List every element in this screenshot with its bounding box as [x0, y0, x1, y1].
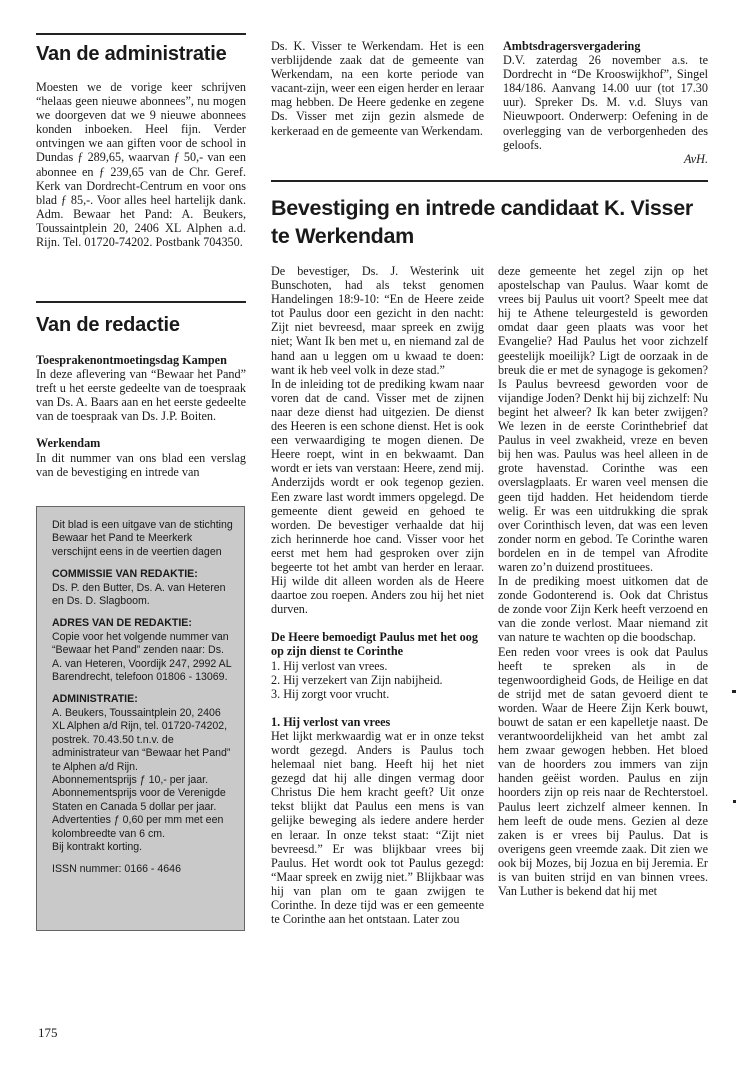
article-paragraph: In de prediking moest uitkomen dat de zonde Godonterend is. Ook dat Christus de zonde voor Zijn Kerk heeft verzoend en van die zonde verlost. Maar niemand zit van nature te wachten op die boodschap.	[498, 574, 708, 645]
article-column-2	[498, 264, 708, 898]
redactie-continuation: Ds. K. Visser te Werkendam. Het is een verblijdende zaak dat de gemeente van Werkendam, na een korte periode van vacant-zijn, weer een eigen herder en leraar mag hebben. De Heere gedenke en zegene Ds. Visser met zijn gezin alsmede de kerkeraad en de gemeente van Werkendam.	[271, 39, 484, 138]
article-subheading: De Heere bemoedigt Paulus met het oog op zijn dienst te Corinthe	[271, 630, 478, 659]
admin-heading: Van de administratie	[36, 43, 227, 65]
colophon-advertenties: Advertenties ƒ 0,60 per mm met een kolombreedte van 6 cm.	[52, 814, 224, 840]
ambts-signature: AvH.	[683, 151, 708, 166]
article-title: Bevestiging en intrede candidaat K. Visser te Werkendam	[271, 196, 693, 248]
redactie-section	[36, 301, 246, 479]
colophon-commissie: Ds. P. den Butter, Ds. A. van Heteren en Ds. D. Slagboom.	[52, 581, 226, 608]
colophon-frequency: verschijnt eens in de veertien dagen	[52, 545, 222, 558]
redactie-paragraph: In dit nummer van ons blad een verslag van de bevestiging en intrede van	[36, 450, 246, 479]
ambts-heading: Ambtsdragersvergadering	[503, 39, 641, 53]
redactie-subheading-werkendam: Werkendam	[36, 436, 101, 451]
colophon-adres: Copie voor het volgende nummer van “Bewaar het Pand” zenden naar: Ds. A. van Heteren, Voordijk 247, 2992 AL Barendrecht, telefoon 01806 - 13069.	[52, 630, 232, 684]
redactie-heading: Van de redactie	[36, 314, 180, 336]
article-paragraph: In de inleiding tot de prediking kwam naar voren dat de cand. Visser met de zijnen naar deze dienst had uitgezien. De dienst des Heeren is een schone dienst. Het is ook een verwaardiging te mogen dienen. De Heere roept, wint in en bekwaamt. Dan wordt er iets van verstaan: Heere, zend mij. Anderzijds wordt er ook tegenop gezien. Een zware last wordt immers opgelegd. De gemeente dient geweid en gehoed te worden. De bevestiger verhaalde dat hij zich herinnerde hoe cand. Visser voor het eerst met hem had gesproken over zijn begeerte tot het ambt van herder en leraar. Hij wilde dit alleen worden als de Heere daartoe zou roepen. Anders zou hij het niet durven.	[271, 376, 484, 617]
article-list-item: 1. Hij verlost van vrees.	[271, 658, 388, 673]
admin-section	[36, 33, 246, 249]
colophon-issn: ISSN nummer: 0166 - 4646	[52, 863, 181, 876]
article-column-1	[271, 264, 484, 926]
article-paragraph: Een reden voor vrees is ook dat Paulus heeft te spreken als in de tegenwoordigheid Gods, de Heilige en dat de strijd met de satan gevoerd dient te worden. Waar de Heere Zijn Kerk bouwt, bouwt de satan er een kapelletje naast. De verantwoordelijkheid van het ambt zal hem zwaar gewogen hebben. Het bloed van de hoorders zou immers van zijn handen geëist worden. Paulus en zijn hoorders zijn op reis naar de Rechterstoel. Paulus leert zichzelf almeer kennen. In hem leeft de oude mens. Gezien al deze zaken is er vrees bij Paulus. Dat is overigens geen vreemde zaak. Dit zien we ook bij Mozes, bij Jozua en bij Jeremia. Er is van buiten strijd en van binnen vrees. Van Luther is bekend dat hij met	[498, 644, 708, 899]
colophon-adres-heading: ADRES VAN DE REDAKTIE:	[52, 617, 192, 630]
page-number: 175	[38, 1025, 58, 1040]
article-paragraph: De bevestiger, Ds. J. Westerink uit Bunschoten, had als tekst genomen Handelingen 18:9-10: “En de Heere zeide tot Paulus door een gezicht in den nacht: Zijt niet bevreesd, maar spreek en zwijg niet; Want Ik ben met u, en niemand zal de hand aan u leggen om u kwaad te doen: want ik heb veel volk in deze stad.”	[271, 264, 484, 377]
colophon-abonnement-foreign: Abonnementsprijs voor de Verenigde Staten en Canada 5 dollar per jaar.	[52, 787, 226, 813]
colophon-admin-heading: ADMINISTRATIE:	[52, 693, 138, 706]
colophon-intro: Dit blad is een uitgave van de stichting Bewaar het Pand te Meerkerk	[52, 519, 233, 545]
article-list-item: 2. Hij verzekert van Zijn nabijheid.	[271, 672, 443, 687]
ambts-body: D.V. zaterdag 26 november a.s. te Dordrecht in “De Krooswijkhof”, Singel 184/186. Aanvang 14.00 uur (tot 17.30 uur). Spreker Ds. M. v.d. Sluys van Nieuwpoort. Onderwerp: Oefening in de overlegging van de verborgenheden des geloofs.	[503, 53, 708, 152]
section-rule	[36, 33, 246, 35]
colophon-abonnement: Abonnementsprijs ƒ 10,- per jaar.	[52, 773, 209, 786]
article-header	[271, 180, 708, 250]
section-rule	[36, 301, 246, 303]
redactie-subheading-kampen: Toesprakenontmoetingsdag Kampen	[36, 353, 227, 367]
admin-body: Moesten we de vorige keer schrijven “helaas geen nieuwe abonnees”, nu mogen we doorgeven dat we 9 nieuwe abonnees konden inboeken. Heel fijn. Verder ontvingen we aan giften voor de school in Dundas ƒ 289,65, waarvan ƒ 50,- van een abonnee en ƒ 239,65 van de Chr. Geref. Kerk van Dordrecht-Centrum en voor ons blad ƒ 85,-. Voor alles heel hartelijk dank. Adm. Bewaar het Pand: A. Beukers, Toussaintplein 20, 2406 XL Alphen a.d. Rijn. Tel. 01720-74202. Postbank 704350.	[36, 80, 246, 250]
colophon-admin: A. Beukers, Toussaintplein 20, 2406 XL Alphen a/d Rijn, tel. 01720-74202, postrek. 70.43.50 t.n.v. de administrateur van “Bewaar het Pand” te Alphen a/d Rijn.	[52, 706, 231, 773]
article-paragraph: deze gemeente het zegel zijn op het apostelschap van Paulus. Waar komt de vrees bij Paulus uit voort? Speelt mee dat hij te Athene teleurgesteld is geworden omdat daar geen plaats was voor het Evangelie? Had Paulus het voor zichzelf geestelijk moeilijk? Ligt de oorzaak in de breuk die er met de synagoge is gekomen? Is Paulus bevreesd geworden voor de vijandige Joden? Denkt hij bij zichzelf: Nu begint het alweer? Ik kan beter zwijgen? We lezen in de eerste Corinthebrief dat Paulus in veel zwakheid, vreze en beven bij hen was. Paulus was heel alleen in de grote havenstad. Corinthe was een overslagplaats. Er waren veel mensen die geen tijd hadden. Het heidendom tierde welig. Er was een uitdrukking die sprak over Corinthisch leven, dat was een leven zonder norm en gebod. Te Corinthe waren bordelen en in de tempel van Afrodite waren zo’n duizend prostituees.	[498, 264, 708, 574]
article-paragraph: Het lijkt merkwaardig wat er in onze tekst wordt gezegd. Anders is Paulus toch helemaal niet bang. Heeft hij het niet gezegd dat hij alle dingen vermag door Christus Die hem kracht geeft? Uit onze tekst blijkt dat Paulus een mens is van gelijke beweging als iedere andere herder en leraar. In onze tekst staat: “Zijt niet bevreesd.” Er was blijkbaar vrees bij Paulus. Het wordt ook tot Paulus gezegd: “Maar spreek en zwijg niet.” Blijkbaar was hij van plan om te gaan zwijgen te Corinthe. In deze tijd was er een gemeente te Corinthe aan het ontstaan. Later zou	[271, 728, 484, 927]
scan-mark	[733, 800, 736, 803]
article-subheading: 1. Hij verlost van vrees	[271, 714, 391, 729]
article-rule	[271, 180, 708, 182]
colophon-box	[36, 506, 245, 931]
scan-mark	[732, 690, 736, 693]
colophon-commissie-heading: COMMISSIE VAN REDAKTIE:	[52, 568, 198, 581]
article-list-item: 3. Hij zorgt voor vrucht.	[271, 686, 390, 701]
redactie-paragraph: In deze aflevering van “Bewaar het Pand” treft u het eerste gedeelte van de toespraak van Ds. A. Baars aan en het eerste gedeelte van de toespraak van Ds. J.P. Boiten.	[36, 367, 246, 424]
colophon-korting: Bij kontrakt korting.	[52, 840, 143, 853]
ambts-section	[503, 39, 708, 166]
